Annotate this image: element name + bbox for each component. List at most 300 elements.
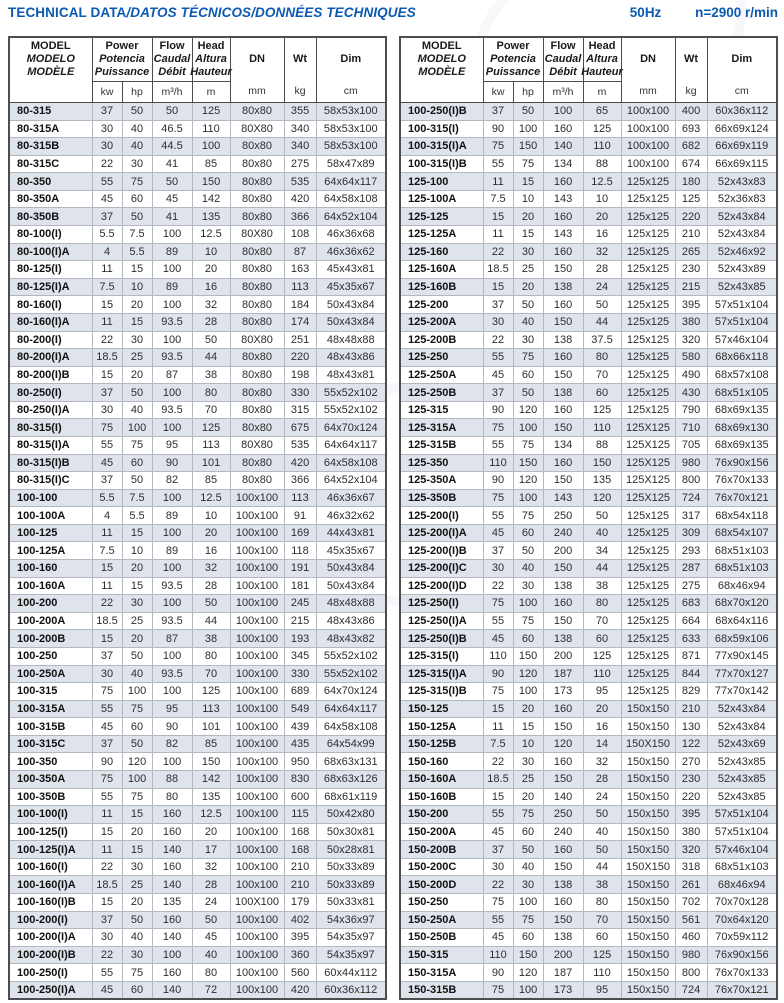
value-cell: 55 — [483, 349, 513, 367]
value-cell: 41 — [152, 155, 192, 173]
value-cell: 32 — [192, 296, 230, 314]
value-cell: 125x125 — [621, 226, 675, 244]
value-cell: 100x100 — [230, 489, 284, 507]
value-cell: 75 — [513, 612, 543, 630]
table-row — [9, 894, 386, 912]
value-cell: 88 — [583, 436, 621, 454]
value-cell: 5.5 — [122, 243, 152, 261]
value-cell: 75 — [483, 595, 513, 613]
table-row — [9, 981, 386, 999]
value-cell: 150 — [543, 911, 583, 929]
value-cell: 10 — [583, 190, 621, 208]
table-row — [400, 226, 777, 244]
value-cell: 68x51x103 — [707, 560, 777, 578]
table-row — [400, 577, 777, 595]
value-cell: 20 — [122, 366, 152, 384]
value-cell: 22 — [92, 858, 122, 876]
value-cell: 80x80 — [230, 208, 284, 226]
value-cell: 100x100 — [230, 946, 284, 964]
value-cell: 100 — [152, 296, 192, 314]
value-cell: 125x125 — [621, 683, 675, 701]
value-cell: 150 — [543, 366, 583, 384]
value-cell: 57x51x104 — [707, 806, 777, 824]
model-cell: 80-200(I)B — [9, 366, 92, 384]
model-cell: 150-315B — [400, 981, 483, 999]
table-row — [9, 155, 386, 173]
value-cell: 270 — [675, 753, 707, 771]
value-cell: 15 — [513, 718, 543, 736]
model-cell: 100-200(I) — [9, 911, 92, 929]
value-cell: 50 — [152, 103, 192, 121]
value-cell: 75 — [483, 683, 513, 701]
value-cell: 113 — [284, 489, 316, 507]
value-cell: 85 — [192, 735, 230, 753]
dn-unit: mm — [639, 85, 657, 97]
value-cell: 100x100 — [621, 155, 675, 173]
value-cell: 32 — [192, 560, 230, 578]
value-cell: 32 — [583, 753, 621, 771]
model-cell: 100-200(I)B — [9, 946, 92, 964]
value-cell: 87 — [284, 243, 316, 261]
table-row — [400, 155, 777, 173]
value-cell: 4 — [92, 243, 122, 261]
value-cell: 125 — [583, 946, 621, 964]
value-cell: 490 — [675, 366, 707, 384]
value-cell: 89 — [152, 542, 192, 560]
value-cell: 60 — [513, 366, 543, 384]
value-cell: 50 — [513, 103, 543, 121]
value-cell: 100 — [513, 120, 543, 138]
value-cell: 30 — [483, 313, 513, 331]
value-cell: 5.5 — [92, 226, 122, 244]
value-cell: 150x150 — [621, 894, 675, 912]
table-row — [9, 507, 386, 525]
value-cell: 80X80 — [230, 120, 284, 138]
value-cell: 160 — [543, 401, 583, 419]
value-cell: 100x100 — [230, 841, 284, 859]
value-cell: 125x125 — [621, 577, 675, 595]
value-cell: 30 — [122, 595, 152, 613]
value-cell: 11 — [92, 524, 122, 542]
value-cell: 30 — [483, 858, 513, 876]
value-cell: 100 — [122, 683, 152, 701]
value-cell: 55 — [483, 911, 513, 929]
table-row — [400, 981, 777, 999]
table-row — [400, 190, 777, 208]
value-cell: 44 — [583, 858, 621, 876]
model-cell: 100-125A — [9, 542, 92, 560]
value-cell: 50x33x89 — [316, 876, 386, 894]
value-cell: 37.5 — [583, 331, 621, 349]
value-cell: 125x125 — [621, 208, 675, 226]
value-cell: 560 — [284, 964, 316, 982]
value-cell: 200 — [543, 946, 583, 964]
value-cell: 30 — [92, 138, 122, 156]
value-cell: 100 — [513, 981, 543, 999]
value-cell: 125X125 — [621, 454, 675, 472]
table-row — [9, 911, 386, 929]
flow-label-fr: Débit — [158, 66, 186, 78]
value-cell: 75 — [92, 419, 122, 437]
value-cell: 150x150 — [621, 841, 675, 859]
value-cell: 20 — [513, 700, 543, 718]
value-cell: 11 — [483, 718, 513, 736]
value-cell: 30 — [513, 753, 543, 771]
value-cell: 125x125 — [621, 261, 675, 279]
value-cell: 80x80 — [230, 138, 284, 156]
value-cell: 50 — [513, 542, 543, 560]
value-cell: 160 — [543, 894, 583, 912]
value-cell: 100x100 — [230, 665, 284, 683]
value-cell: 37 — [483, 384, 513, 402]
value-cell: 93.5 — [152, 665, 192, 683]
value-cell: 80 — [192, 647, 230, 665]
value-cell: 138 — [543, 929, 583, 947]
value-cell: 100 — [152, 524, 192, 542]
value-cell: 125X125 — [621, 489, 675, 507]
table-row — [9, 173, 386, 191]
model-cell: 80-200(I) — [9, 331, 92, 349]
model-cell: 80-315(I)B — [9, 454, 92, 472]
model-cell: 100-200A — [9, 612, 92, 630]
value-cell: 48x48x88 — [316, 331, 386, 349]
value-cell: 100x100 — [230, 595, 284, 613]
value-cell: 76x70x133 — [707, 964, 777, 982]
value-cell: 30 — [513, 577, 543, 595]
flow-unit: m³/h — [152, 82, 192, 103]
model-cell: 125-200(I) — [400, 507, 483, 525]
model-cell: 80-160(I)A — [9, 313, 92, 331]
value-cell: 150x150 — [621, 929, 675, 947]
table-row — [9, 313, 386, 331]
value-cell: 100x100 — [230, 542, 284, 560]
dim-unit: cm — [734, 85, 749, 97]
value-cell: 275 — [675, 577, 707, 595]
dim-unit: cm — [343, 85, 358, 97]
value-cell: 12.5 — [192, 489, 230, 507]
value-cell: 55 — [483, 507, 513, 525]
model-cell: 125-250B — [400, 384, 483, 402]
value-cell: 125x125 — [621, 331, 675, 349]
model-cell: 100-315(I)A — [400, 138, 483, 156]
value-cell: 82 — [152, 472, 192, 490]
value-cell: 100 — [152, 753, 192, 771]
value-cell: 160 — [543, 841, 583, 859]
table-row — [9, 665, 386, 683]
value-cell: 38 — [192, 366, 230, 384]
value-cell: 100 — [152, 595, 192, 613]
table-row — [9, 261, 386, 279]
value-cell: 100x100 — [230, 823, 284, 841]
value-cell: 120 — [543, 735, 583, 753]
value-cell: 46.5 — [152, 120, 192, 138]
value-cell: 110 — [483, 454, 513, 472]
value-cell: 11 — [92, 806, 122, 824]
value-cell: 30 — [122, 155, 152, 173]
value-cell: 125x125 — [621, 524, 675, 542]
model-cell: 100-125 — [9, 524, 92, 542]
model-cell: 125-315B — [400, 436, 483, 454]
value-cell: 125X125 — [621, 436, 675, 454]
table-row — [9, 753, 386, 771]
value-cell: 179 — [284, 894, 316, 912]
value-cell: 125x125 — [621, 630, 675, 648]
table-row — [400, 296, 777, 314]
hp-unit: hp — [513, 82, 543, 103]
value-cell: 80x80 — [230, 401, 284, 419]
value-cell: 125 — [192, 683, 230, 701]
value-cell: 11 — [483, 173, 513, 191]
value-cell: 435 — [284, 735, 316, 753]
value-cell: 50x42x80 — [316, 806, 386, 824]
value-cell: 75 — [483, 489, 513, 507]
value-cell: 52x43x84 — [707, 208, 777, 226]
value-cell: 100X100 — [230, 894, 284, 912]
model-cell: 80-315B — [9, 138, 92, 156]
value-cell: 80X80 — [230, 436, 284, 454]
value-cell: 420 — [284, 190, 316, 208]
value-cell: 55 — [483, 806, 513, 824]
value-cell: 535 — [284, 173, 316, 191]
table-row — [9, 964, 386, 982]
value-cell: 110 — [192, 120, 230, 138]
value-cell: 15 — [122, 577, 152, 595]
value-cell: 22 — [92, 331, 122, 349]
value-cell: 85 — [192, 472, 230, 490]
value-cell: 75 — [483, 138, 513, 156]
value-cell: 330 — [284, 665, 316, 683]
value-cell: 30 — [513, 243, 543, 261]
value-cell: 45 — [483, 823, 513, 841]
dn-label: DN — [249, 53, 265, 65]
head-label-es: Altura — [195, 53, 227, 65]
value-cell: 100x100 — [230, 806, 284, 824]
value-cell: 90 — [152, 718, 192, 736]
value-cell: 125x125 — [621, 384, 675, 402]
value-cell: 535 — [284, 436, 316, 454]
table-row — [400, 700, 777, 718]
value-cell: 120 — [122, 753, 152, 771]
value-cell: 64x64x117 — [316, 700, 386, 718]
value-cell: 48x48x88 — [316, 595, 386, 613]
value-cell: 50 — [122, 384, 152, 402]
value-cell: 45 — [92, 454, 122, 472]
value-cell: 68x51x103 — [707, 858, 777, 876]
value-cell: 68x61x119 — [316, 788, 386, 806]
value-cell: 48x43x82 — [316, 630, 386, 648]
value-cell: 45 — [483, 524, 513, 542]
model-cell: 125-125 — [400, 208, 483, 226]
value-cell: 52x43x83 — [707, 173, 777, 191]
value-cell: 100 — [152, 419, 192, 437]
table-row — [9, 349, 386, 367]
value-cell: 138 — [543, 278, 583, 296]
value-cell: 125x125 — [621, 665, 675, 683]
table-row — [9, 489, 386, 507]
value-cell: 75 — [122, 173, 152, 191]
value-cell: 22 — [483, 331, 513, 349]
wt-label: Wt — [683, 53, 699, 65]
value-cell: 140 — [152, 876, 192, 894]
power-label-es: Potencia — [490, 53, 536, 65]
value-cell: 57x46x104 — [707, 841, 777, 859]
model-cell: 100-250A — [9, 665, 92, 683]
value-cell: 689 — [284, 683, 316, 701]
value-cell: 70x70x128 — [707, 894, 777, 912]
model-cell: 125-160 — [400, 243, 483, 261]
value-cell: 28 — [192, 577, 230, 595]
power-label-en: Power — [105, 40, 139, 52]
value-cell: 320 — [675, 841, 707, 859]
value-cell: 50x33x89 — [316, 858, 386, 876]
value-cell: 160 — [543, 208, 583, 226]
model-cell: 100-315C — [9, 735, 92, 753]
model-label-es: MODELO — [26, 53, 75, 65]
value-cell: 100 — [513, 489, 543, 507]
value-cell: 187 — [543, 665, 583, 683]
value-cell: 950 — [284, 753, 316, 771]
table-row — [9, 401, 386, 419]
model-cell: 100-160A — [9, 577, 92, 595]
value-cell: 57x51x104 — [707, 313, 777, 331]
value-cell: 55x52x102 — [316, 401, 386, 419]
value-cell: 40 — [122, 929, 152, 947]
value-cell: 80X80 — [230, 331, 284, 349]
value-cell: 30 — [92, 929, 122, 947]
value-cell: 150 — [543, 419, 583, 437]
model-cell: 100-160(I)B — [9, 894, 92, 912]
value-cell: 75 — [513, 155, 543, 173]
value-cell: 90 — [483, 472, 513, 490]
value-cell: 400 — [675, 103, 707, 121]
value-cell: 90 — [483, 665, 513, 683]
value-cell: 160 — [152, 806, 192, 824]
value-cell: 50 — [513, 384, 543, 402]
value-cell: 360 — [284, 946, 316, 964]
value-cell: 871 — [675, 647, 707, 665]
model-cell: 150-125B — [400, 735, 483, 753]
model-cell: 80-250(I) — [9, 384, 92, 402]
model-cell: 100-125(I) — [9, 823, 92, 841]
value-cell: 32 — [192, 858, 230, 876]
value-cell: 265 — [675, 243, 707, 261]
value-cell: 100 — [122, 419, 152, 437]
value-cell: 15 — [122, 261, 152, 279]
value-cell: 48x43x86 — [316, 349, 386, 367]
table-row — [9, 243, 386, 261]
col-wt — [284, 37, 316, 103]
value-cell: 30 — [92, 401, 122, 419]
value-cell: 41 — [152, 208, 192, 226]
wt-label: Wt — [292, 53, 308, 65]
value-cell: 11 — [92, 261, 122, 279]
model-cell: 125-200(I)C — [400, 560, 483, 578]
value-cell: 54x35x97 — [316, 946, 386, 964]
table-row — [400, 964, 777, 982]
value-cell: 93.5 — [152, 313, 192, 331]
table-row — [9, 858, 386, 876]
col-power — [92, 37, 152, 82]
table-row — [400, 858, 777, 876]
value-cell: 34 — [583, 542, 621, 560]
value-cell: 150x150 — [621, 946, 675, 964]
value-cell: 45 — [483, 929, 513, 947]
wt-unit: kg — [685, 85, 697, 97]
table-row — [9, 384, 386, 402]
value-cell: 24 — [192, 894, 230, 912]
model-cell: 80-100(I)A — [9, 243, 92, 261]
kw-unit: kw — [483, 82, 513, 103]
value-cell: 138 — [543, 630, 583, 648]
value-cell: 28 — [583, 261, 621, 279]
value-cell: 100 — [152, 683, 192, 701]
table-row — [400, 349, 777, 367]
value-cell: 37 — [92, 384, 122, 402]
value-cell: 82 — [152, 735, 192, 753]
value-cell: 317 — [675, 507, 707, 525]
table-row — [400, 454, 777, 472]
model-cell: 100-160(I)A — [9, 876, 92, 894]
value-cell: 68x59x106 — [707, 630, 777, 648]
table-row — [400, 120, 777, 138]
value-cell: 169 — [284, 524, 316, 542]
value-cell: 80x80 — [230, 349, 284, 367]
model-cell: 80-315(I)A — [9, 436, 92, 454]
value-cell: 100 — [513, 595, 543, 613]
value-cell: 37 — [92, 208, 122, 226]
value-cell: 65 — [583, 103, 621, 121]
value-cell: 150 — [513, 138, 543, 156]
value-cell: 22 — [483, 243, 513, 261]
value-cell: 77x70x142 — [707, 683, 777, 701]
value-cell: 11 — [92, 841, 122, 859]
model-cell: 80-350B — [9, 208, 92, 226]
value-cell: 702 — [675, 894, 707, 912]
value-cell: 50 — [192, 331, 230, 349]
value-cell: 80x80 — [230, 419, 284, 437]
value-cell: 125x125 — [621, 595, 675, 613]
value-cell: 580 — [675, 349, 707, 367]
table-row — [9, 208, 386, 226]
model-cell: 100-250(I)B — [400, 103, 483, 121]
value-cell: 52x43x84 — [707, 718, 777, 736]
value-cell: 150x150 — [621, 823, 675, 841]
value-cell: 68x54x118 — [707, 507, 777, 525]
value-cell: 100x100 — [230, 858, 284, 876]
value-cell: 93.5 — [152, 401, 192, 419]
value-cell: 40 — [122, 665, 152, 683]
value-cell: 150x150 — [621, 770, 675, 788]
value-cell: 100x100 — [230, 524, 284, 542]
value-cell: 70 — [583, 612, 621, 630]
table-row — [9, 770, 386, 788]
value-cell: 710 — [675, 419, 707, 437]
value-cell: 460 — [675, 929, 707, 947]
value-cell: 64x64x117 — [316, 436, 386, 454]
table-row — [400, 419, 777, 437]
model-cell: 125-350B — [400, 489, 483, 507]
model-cell: 125-100A — [400, 190, 483, 208]
model-cell: 100-100(I) — [9, 806, 92, 824]
table-row — [400, 138, 777, 156]
value-cell: 68x70x120 — [707, 595, 777, 613]
table-row — [400, 261, 777, 279]
model-label-en: MODEL — [30, 40, 71, 52]
model-cell: 125-200B — [400, 331, 483, 349]
value-cell: 215 — [675, 278, 707, 296]
value-cell: 68x69x130 — [707, 419, 777, 437]
value-cell: 80 — [583, 894, 621, 912]
